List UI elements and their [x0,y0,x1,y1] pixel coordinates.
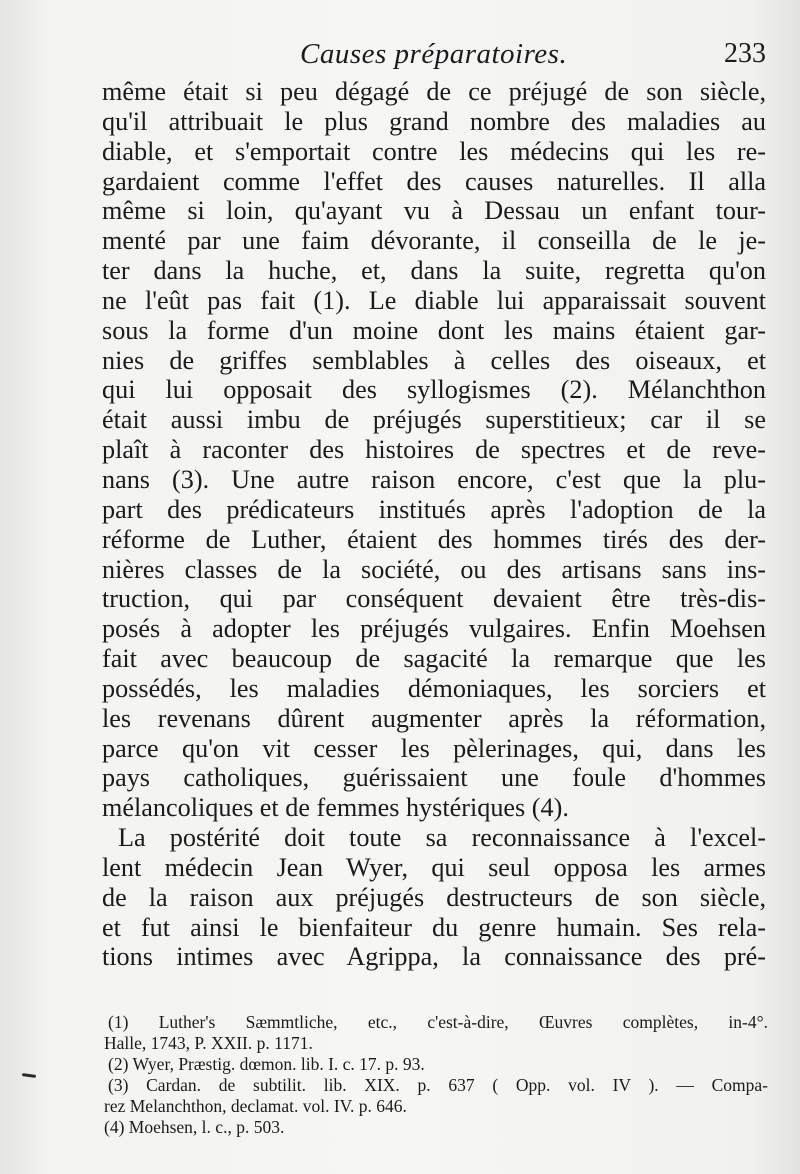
text-line: truction, qui par conséquent devaient être très-dis- [102,584,766,614]
text-line: parce qu'on vit cesser les pèlerinages, qui, dans les [102,733,766,763]
footnotes [104,1012,768,1138]
page-number: 233 [724,38,766,69]
text-line: menté par une faim dévorante, il conseilla de le je- [102,226,766,256]
text-line: possédés, les maladies démoniaques, les sorciers et [102,673,766,703]
margin-mark [22,1073,36,1078]
text-line: réforme de Luther, étaient des hommes tirés des der- [102,524,766,554]
text-line: fait avec beaucoup de sagacité la remarque que les [102,644,766,674]
footnote-line: (2) Wyer, Præstig. dœmon. lib. I. c. 17. p. 93. [108,1054,425,1074]
text-line: nans (3). Une autre raison encore, c'est que la plu- [102,464,766,494]
text-line: posés à adopter les préjugés vulgaires. Enfin Moehsen [102,614,766,644]
text-line: nières classes de la société, ou des artisans sans ins- [102,554,766,584]
text-line: et fut ainsi le bienfaiteur du genre humain. Ses rela- [102,912,766,942]
footnote-line: (4) Moehsen, l. c., p. 503. [104,1117,285,1137]
text-line: ne l'eût pas fait (1). Le diable lui apparaissait souvent [102,285,766,315]
text-line: mélancoliques et de femmes hystériques (4). [102,793,569,823]
text-line: lent médecin Jean Wyer, qui seul opposa les armes [102,852,766,882]
text-line: pays catholiques, guérissaient une foule d'hommes [102,763,766,793]
text-line: sous la forme d'un moine dont les mains étaient gar- [102,315,766,345]
footnote-line: (3) Cardan. de subtilit. lib. XIX. p. 637 ( Opp. vol. IV ). — Compa- [108,1075,768,1095]
running-title: Causes préparatoires. [300,38,568,70]
text-line: même était si peu dégagé de ce préjugé de son siècle, [102,77,766,106]
text-line: était aussi imbu de préjugés superstitieux; car il se [102,405,766,435]
text-line: de la raison aux préjugés destructeurs de son siècle, [102,882,766,912]
text-line: part des prédicateurs institués après l'adoption de la [102,494,766,524]
text-line: La postérité doit toute sa reconnaissance à l'excel- [118,823,766,853]
footnote-line: rez Melanchthon, declamat. vol. IV. p. 646. [104,1096,407,1116]
text-line: les revenans dûrent augmenter après la réformation, [102,703,766,733]
text-line: plaît à raconter des histoires de spectres et de reve- [102,435,766,465]
text-line: qu'il attribuait le plus grand nombre des maladies au [102,106,766,136]
footnote-line: Halle, 1743, P. XXII. p. 1171. [104,1033,313,1053]
text-line: diable, et s'emportait contre les médecins qui les re- [102,136,766,166]
text-line: même si loin, qu'ayant vu à Dessau un enfant tour- [102,196,766,226]
text-line: tions intimes avec Agrippa, la connaissance des pré- [102,942,766,972]
text-line: ter dans la huche, et, dans la suite, regretta qu'on [102,256,766,286]
body-text [102,77,766,972]
text-line: nies de griffes semblables à celles des oiseaux, et [102,345,766,375]
page-header [100,38,766,78]
footnote-line: (1) Luther's Sæmmtliche, etc., c'est-à-dire, Œuvres complètes, in-4°. [108,1012,768,1032]
text-line: qui lui opposait des syllogismes (2). Mélanchthon [102,375,766,405]
text-line: gardaient comme l'effet des causes naturelles. Il alla [102,166,766,196]
